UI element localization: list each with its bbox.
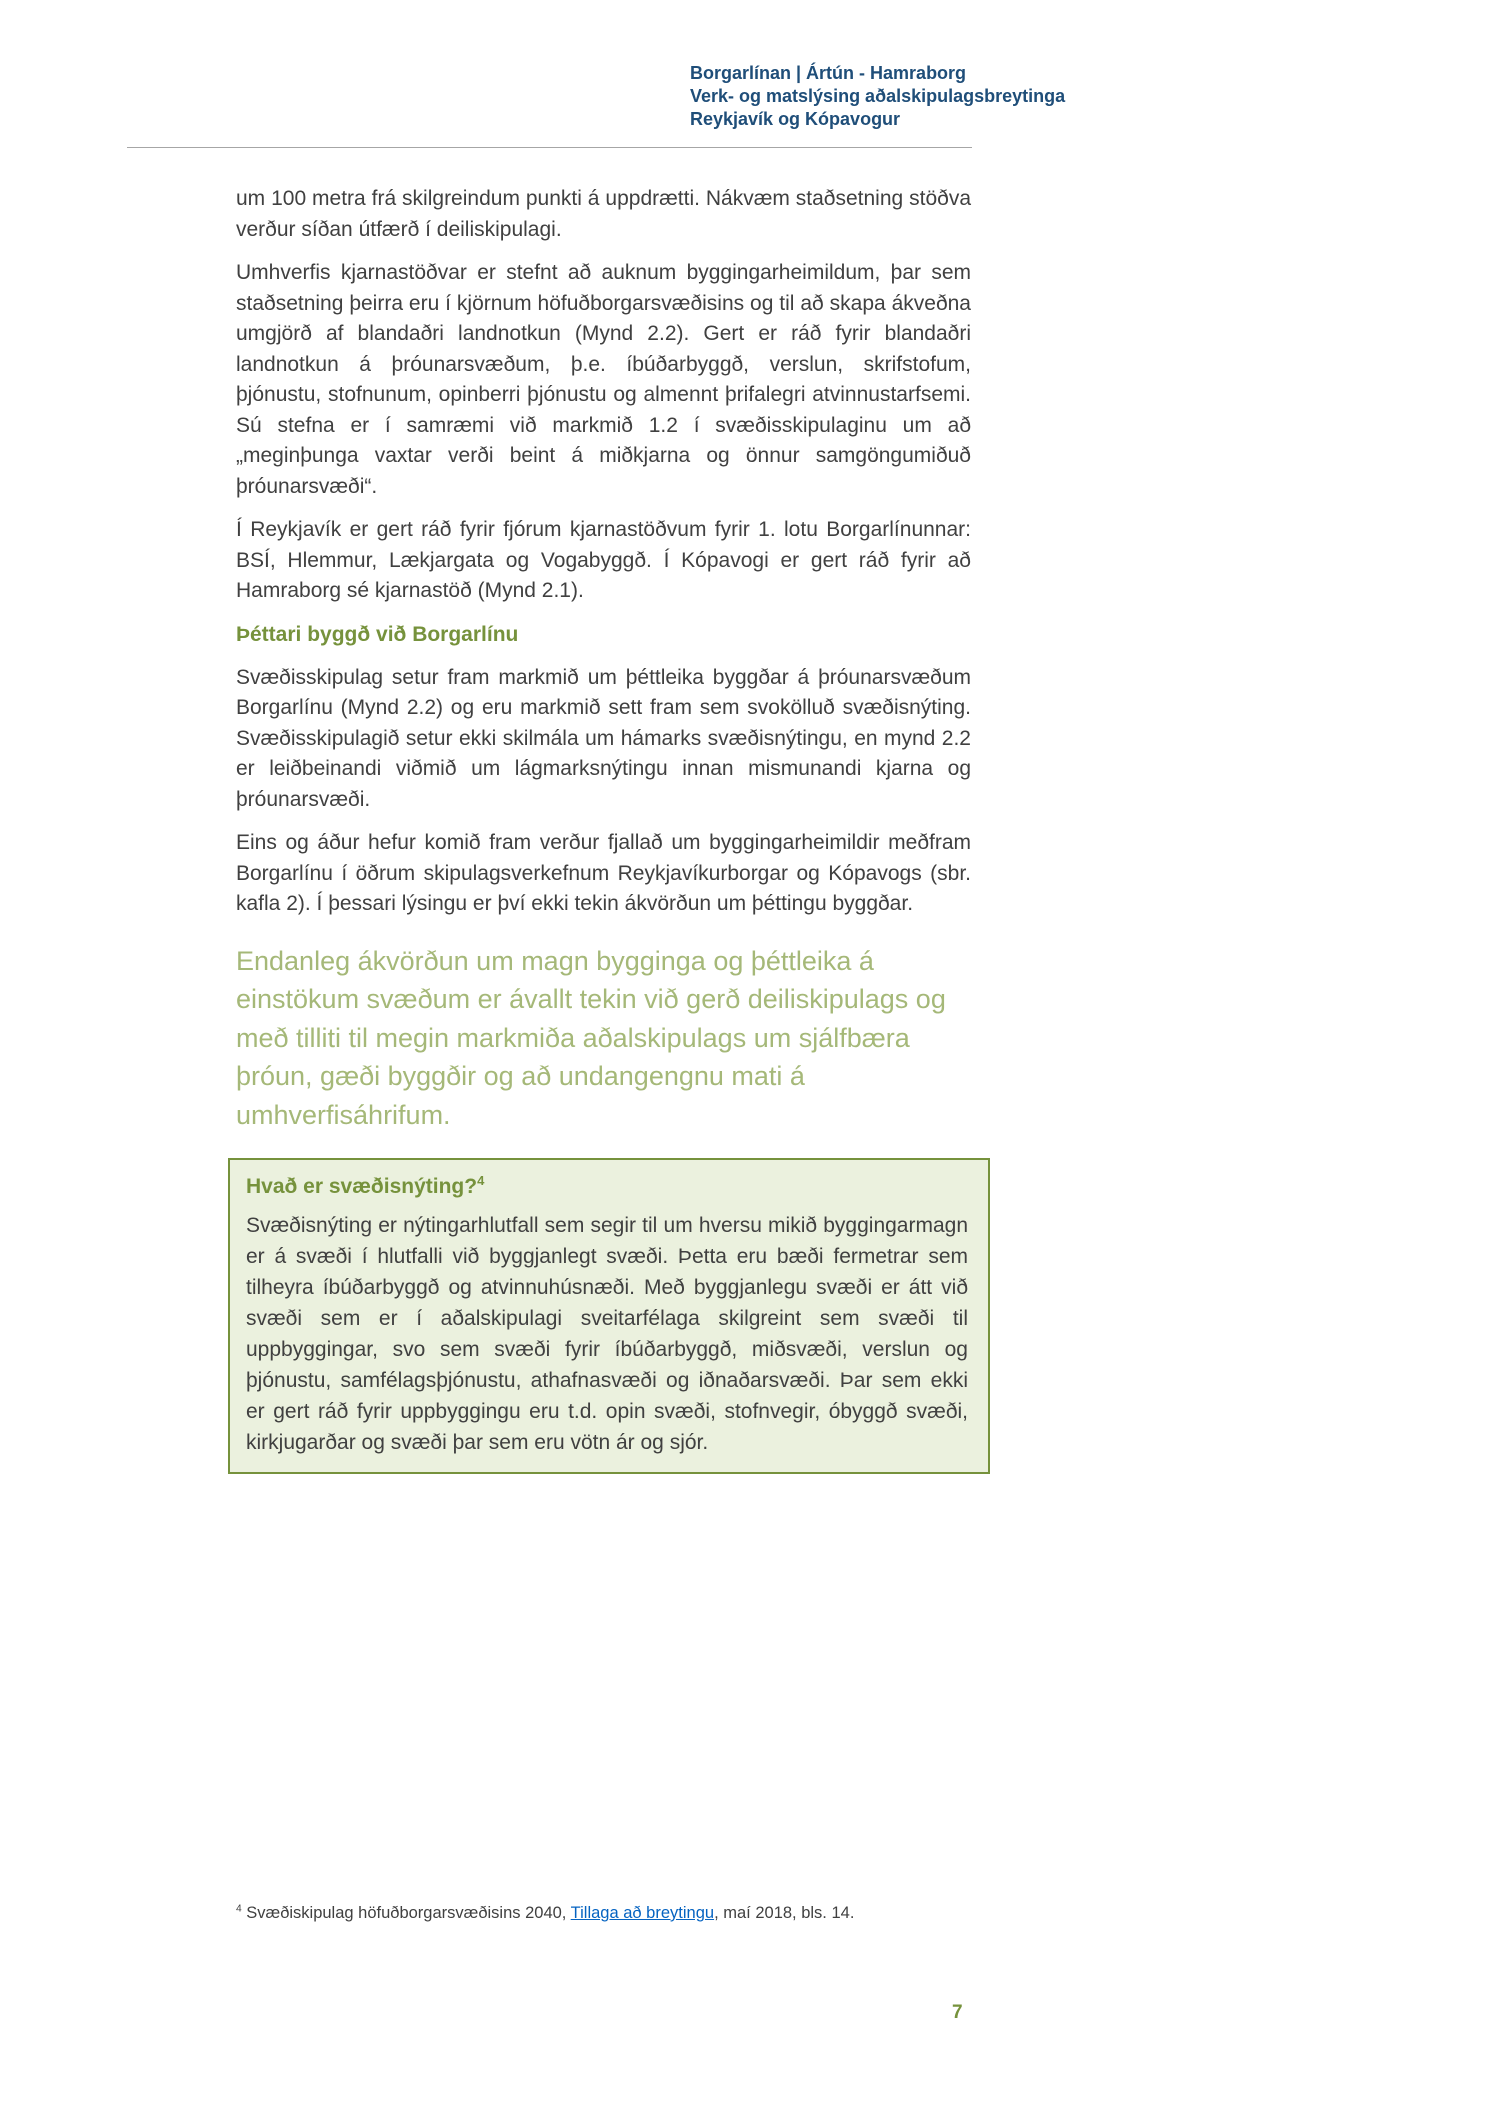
footnote-link[interactable]: Tillaga að breytingu [570,1904,715,1922]
header-divider [127,147,972,148]
header-project-title: Borgarlínan | Ártún - Hamraborg [690,63,967,83]
page-number: 7 [952,2002,963,2023]
paragraph-station-location: um 100 metra frá skilgreindum punkti á uppdrætti. Nákvæm staðsetning stöðva verður síðan útfærð í deiliskipulagi. [236,187,971,241]
paragraph-building-permits: Eins og áður hefur komið fram verður fjallað um byggingarheimildir meðfram Borgarlínu í öðrum skipulagsverkefnum Reykjavíkurborgar og Kópavogs (sbr. kafla 2). Í þessari lýsingu er því ekki tekin ákvörðun um þéttingu byggðar. [236,831,971,915]
section-heading: Þéttari byggð við Borgarlínu [236,622,519,646]
info-box-body: Svæðisnýting er nýtingarhlutfall sem segir til um hversu mikið byggingarmagn er á svæði í hlutfalli við byggjanlegt svæði. Þetta eru bæði fermetrar sem tilheyra íbúðarbyggð og atvinnuhúsnæði. Með byggjanlegu svæði er átt við svæði sem er í aðalskipulagi sveitarfélaga skilgreint sem svæði til uppbyggingar, svo sem svæði fyrir íbúðarbyggð, miðsvæði, verslun og þjónustu, samfélagsþjónustu, athafnasvæði og iðnaðarsvæði. Þar sem ekki er gert ráð fyrir uppbyggingu eru t.d. opin svæði, stofnvegir, óbyggð svæði, kirkjugarðar og svæði þar sem eru vötn ár og sjór. [246,1214,968,1454]
footnote-text: Svæðiskipulag höfuðborgarsvæðisins 2040, [241,1904,571,1922]
footnote-marker: 4 [236,1903,242,1915]
paragraph-reykjavik-kopavogur-stations: Í Reykjavík er gert ráð fyrir fjórum kjarnastöðvum fyrir 1. lotu Borgarlínunnar: BSÍ, Hlemmur, Lækjargata og Vogabyggð. Í Kópavogi er gert ráð fyrir að Hamraborg sé kjarnastöð (Mynd 2.1). [236,518,971,602]
paragraph-density-goals: Svæðisskipulag setur fram markmið um þéttleika byggðar á þróunarsvæðum Borgarlínu (Mynd 2.2) og eru markmið sett fram sem svokölluð svæðisnýting. Svæðisskipulagið setur ekki skilmála um hámarks svæðisnýtingu, en mynd 2.2 er leiðbeinandi viðmið um lágmarksnýtingu innan mismunandi kjarna og þróunarsvæði. [236,665,971,811]
info-box-title-text: Hvað er svæðisnýting? [246,1175,478,1198]
document-header [690,62,1065,131]
footnote-text-after: , maí 2018, bls. 14. [714,1904,855,1922]
info-box-title [246,1172,968,1202]
header-document-type: Verk- og matslýsing aðalskipulagsbreytinga [690,86,1066,106]
footnote [236,1902,996,1924]
document-content [236,184,971,1474]
header-municipalities: Reykjavík og Kópavogur [690,109,901,129]
paragraph-core-stations: Umhverfis kjarnastöðvar er stefnt að auknum byggingarheimildum, þar sem staðsetning þeirra eru í kjörnum höfuðborgarsvæðisins og til að skapa ákveðna umgjörð af blandaðri landnotkun (Mynd 2.2). Gert er ráð fyrir blandaðri landnotkun á þróunarsvæðum, þ.e. íbúðarbyggð, verslun, skrifstofum, þjónustu, stofnunum, opinberri þjónustu og almennt þrifalegri atvinnustarfsemi. Sú stefna er í samræmi við markmið 1.2 í svæðisskipulaginu um að „meginþunga vaxtar verði beint á miðkjarna og önnur samgöngumiðuð þróunarsvæði“. [236,261,971,498]
pull-quote: Endanleg ákvörðun um magn bygginga og þéttleika á einstökum svæðum er ávallt tekin við gerð deiliskipulags og með tilliti til megin markmiða aðalskipulags um sjálfbæra þróun, gæði byggðir og að undangengnu mati á umhverfisáhrifum. [236,945,946,1130]
info-box [228,1158,990,1474]
info-box-footnote-ref: 4 [477,1173,485,1188]
